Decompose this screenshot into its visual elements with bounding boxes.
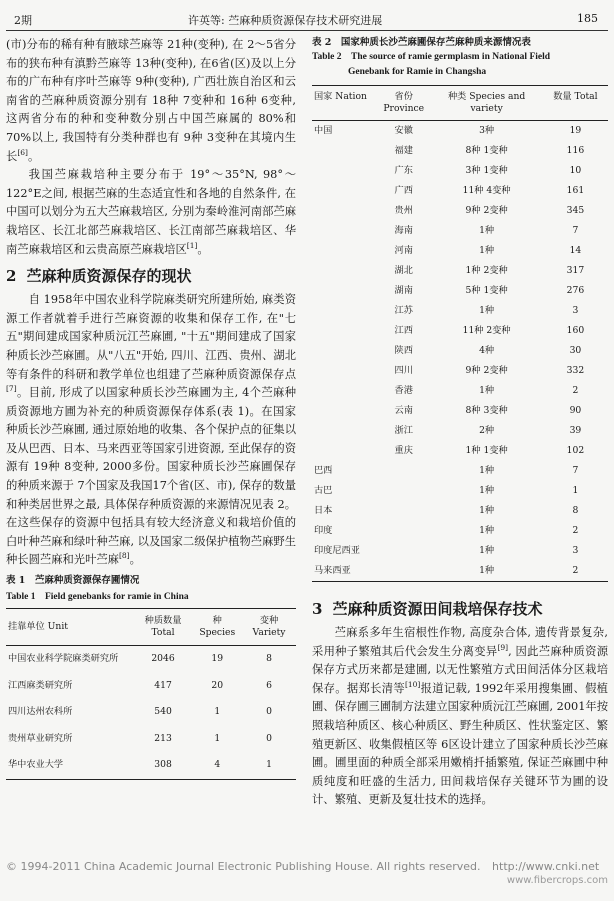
table2-block bbox=[312, 36, 608, 582]
cell-nation bbox=[312, 361, 377, 381]
table-row bbox=[312, 441, 608, 461]
cell-species-variety: 8种 3变种 bbox=[465, 405, 508, 416]
cell-species-variety: 3种 bbox=[479, 125, 495, 136]
table-row bbox=[312, 401, 608, 421]
table-row bbox=[312, 301, 608, 321]
copyright-footer bbox=[6, 860, 599, 873]
cell-total: 14 bbox=[569, 245, 582, 256]
table-row bbox=[312, 541, 608, 561]
cell-province: 福建 bbox=[394, 145, 413, 156]
cell-nation bbox=[312, 201, 377, 221]
cell-nation bbox=[312, 321, 377, 341]
table-row bbox=[312, 481, 608, 501]
table1-body bbox=[6, 646, 296, 780]
table-row bbox=[312, 181, 608, 201]
paragraph: 我国苎麻栽培种主要分布于 19°～35°N, 98°～122°E之间, 根据苎麻的生态适宜性和各地的自然条件, 在中国可以划分为五大苎麻栽培区, 分别为秦岭淮河南部苎麻栽培区、长江北部苎麻栽培区、长江南部苎麻栽培区、华南苎麻栽培区和云贵高原苎麻栽培区[1]。 bbox=[6, 168, 296, 256]
cell-total: 276 bbox=[566, 285, 585, 296]
table-row bbox=[6, 646, 296, 673]
header-rule bbox=[6, 30, 608, 31]
cell-species-variety: 1种 bbox=[479, 225, 495, 236]
page-number: 185 bbox=[577, 12, 598, 25]
paragraph-text: (市)分布的稀有种有腋球苎麻等 21种(变种), 在 2～5省分布的狭布种有滇黔苎麻等 13种(变种), 在6省(区)及以上分布的广布种有序叶苎麻等 9种(变种), 广西壮族自治区和云南省的苎麻种质资源分别有 18种 7变种和 16种 6变种, 这两省分布的种和变种数分别占中国苎麻属的 80%和 70%以上, 我国特有分类种群也有 9种 3变种在其境内生长 bbox=[6, 38, 296, 163]
copyright-text: © 1994-2011 China Academic Journal Electronic Publishing House. All rights reserved. bbox=[6, 860, 481, 873]
section-heading bbox=[6, 265, 296, 287]
cell-species-variety: 1种 bbox=[479, 465, 495, 476]
cell-total: 116 bbox=[566, 145, 585, 156]
paragraph-text: 自 1958年中国农业科学院麻类研究所建所始, 麻类资源工作者就着手进行苎麻资源的收集和保存工作, 在"七五"期间建成国家种质沅江苎麻圃, "十五"期间建成了国家种质长沙苎麻圃。从"八五"开始, 四川、江西、贵州、湖北等有条件的科研和教学单位也组建了苎麻种质资源保存点 bbox=[6, 293, 296, 381]
cell-species: 4 bbox=[192, 752, 242, 779]
table1-caption-en: Table 1 Field genebanks for ramie in China bbox=[6, 592, 189, 603]
cell-total: 213 bbox=[154, 732, 172, 744]
cell-species-variety: 1种 bbox=[479, 305, 495, 316]
cell-species-variety: 2种 bbox=[479, 425, 495, 436]
cell-province bbox=[377, 501, 430, 521]
cell-nation bbox=[312, 401, 377, 421]
cell-total: 8 bbox=[572, 505, 579, 516]
cell-total: 2 bbox=[572, 525, 579, 536]
cell-province: 湖南 bbox=[394, 285, 413, 296]
table2 bbox=[312, 85, 608, 582]
table-row bbox=[6, 699, 296, 726]
cell-species-variety: 11种 2变种 bbox=[462, 325, 511, 336]
cell-total: 102 bbox=[566, 445, 585, 456]
cell-total: 19 bbox=[569, 125, 582, 136]
table2-caption-cn: 表 2 国家种质长沙苎麻圃保存苎麻种质来源情况表 bbox=[312, 37, 531, 48]
citation[interactable]: [9] bbox=[497, 642, 509, 652]
table2-body bbox=[312, 121, 608, 582]
cell-species-variety: 1种 bbox=[479, 525, 495, 536]
cell-nation bbox=[312, 141, 377, 161]
table-row bbox=[312, 161, 608, 181]
citation[interactable]: [6] bbox=[17, 147, 28, 157]
watermark: www.fibercrops.com bbox=[506, 875, 608, 886]
cell-nation bbox=[312, 441, 377, 461]
cell-province: 安徽 bbox=[394, 125, 413, 136]
cell-variety: 8 bbox=[266, 653, 272, 665]
table-row bbox=[312, 341, 608, 361]
cell-species-variety: 1种 bbox=[430, 561, 542, 582]
section-title: 苎麻种质资源保存的现状 bbox=[26, 267, 192, 286]
cell-total: 317 bbox=[566, 265, 585, 276]
cell-nation: 印度尼西亚 bbox=[314, 545, 360, 556]
header-variety: 变种 Variety bbox=[242, 609, 296, 646]
header-total: 种质数量 Total bbox=[134, 609, 193, 646]
paragraph-text: 。 bbox=[129, 553, 141, 567]
cell-total: 30 bbox=[569, 345, 582, 356]
cell-species-variety: 4种 bbox=[479, 345, 495, 356]
cell-total: 2 bbox=[543, 561, 608, 582]
section-number: 2 bbox=[6, 267, 17, 286]
cell-species-variety: 1种 2变种 bbox=[465, 265, 508, 276]
cell-total: 1 bbox=[572, 485, 579, 496]
cell-species-variety: 1种 bbox=[479, 245, 495, 256]
cell-nation bbox=[312, 161, 377, 181]
cell-species-variety: 1种 bbox=[479, 485, 495, 496]
cell-total: 3 bbox=[572, 305, 579, 316]
cell-nation bbox=[312, 281, 377, 301]
right-column bbox=[312, 36, 608, 810]
cell-province: 海南 bbox=[394, 225, 413, 236]
header-species-variety: 种类 Species and variety bbox=[430, 86, 542, 121]
cell-species-variety: 1种 bbox=[479, 385, 495, 396]
cell-province bbox=[377, 561, 430, 582]
cell-total: 2 bbox=[572, 385, 579, 396]
cell-nation bbox=[312, 261, 377, 281]
cell-species-variety: 9种 2变种 bbox=[465, 365, 508, 376]
cell-variety: 0 bbox=[266, 706, 272, 718]
cell-nation bbox=[312, 221, 377, 241]
header-total: 数量 Total bbox=[543, 86, 608, 121]
header-nation: 国家 Nation bbox=[312, 86, 377, 121]
table1-caption-cn: 表 1 苎麻种质资源保存圃情况 bbox=[6, 575, 140, 587]
cell-province: 广东 bbox=[394, 165, 413, 176]
table-row bbox=[312, 281, 608, 301]
cell-total: 7 bbox=[572, 225, 579, 236]
running-title: 许英等: 苎麻种质资源保存技术研究进展 bbox=[188, 14, 383, 27]
header-species: 种 Species bbox=[192, 609, 242, 646]
cell-nation bbox=[312, 421, 377, 441]
cell-nation bbox=[312, 181, 377, 201]
cell-total: 332 bbox=[566, 365, 585, 376]
cell-total: 161 bbox=[566, 185, 585, 196]
cell-province: 陕西 bbox=[394, 345, 413, 356]
cell-province: 浙江 bbox=[394, 425, 413, 436]
issue-label: 2期 bbox=[14, 14, 32, 27]
cell-variety: 0 bbox=[266, 732, 272, 744]
cell-total: 540 bbox=[154, 706, 172, 718]
table2-caption-en-1: Table 2 The source of ramie germplasm in National Field bbox=[312, 52, 551, 62]
cell-nation bbox=[312, 241, 377, 261]
cell-unit: 中国农业科学院麻类研究所 bbox=[8, 653, 119, 665]
cell-nation: 古巴 bbox=[314, 485, 333, 496]
cnki-link[interactable]: http://www.cnki.net bbox=[492, 860, 600, 873]
left-column bbox=[6, 36, 296, 780]
cell-nation: 印度 bbox=[314, 525, 333, 536]
section-heading bbox=[312, 598, 608, 620]
cell-nation bbox=[312, 341, 377, 361]
table-row bbox=[312, 221, 608, 241]
cell-nation: 马来西亚 bbox=[312, 561, 377, 582]
cell-province: 云南 bbox=[394, 405, 413, 416]
cell-species-variety: 1种 bbox=[479, 545, 495, 556]
header-unit: 挂靠单位 Unit bbox=[6, 609, 134, 646]
cell-province: 江苏 bbox=[394, 305, 413, 316]
table-header-row bbox=[312, 86, 608, 121]
cell-total: 7 bbox=[572, 465, 579, 476]
cell-species-variety: 8种 1变种 bbox=[465, 145, 508, 156]
cell-total: 160 bbox=[566, 325, 585, 336]
table-row bbox=[6, 752, 296, 779]
paragraph-text: 我国苎麻栽培种主要分布于 19°～35°N, 98°～122°E之间, 根据苎麻的生态适宜性和各地的自然条件, 在中国可以划分为五大苎麻栽培区, 分别为秦岭淮河南部苎麻栽培区、长江北部苎麻栽培区、长江南部苎麻栽培区、华南苎麻栽培区和云贵高原苎麻栽培区 bbox=[6, 168, 296, 256]
cell-total: 90 bbox=[569, 405, 582, 416]
table-row bbox=[312, 201, 608, 221]
table-row bbox=[312, 561, 608, 582]
table-row bbox=[6, 726, 296, 753]
cell-total: 10 bbox=[569, 165, 582, 176]
cell-total: 3 bbox=[572, 545, 579, 556]
cell-species: 20 bbox=[211, 679, 224, 691]
table-row bbox=[312, 361, 608, 381]
cell-variety: 6 bbox=[266, 679, 272, 691]
cell-species: 1 bbox=[214, 706, 221, 718]
table-row bbox=[6, 673, 296, 700]
cell-total: 308 bbox=[134, 752, 193, 779]
table1-block bbox=[6, 574, 296, 780]
cell-province: 重庆 bbox=[394, 445, 413, 456]
cell-species-variety: 5种 1变种 bbox=[465, 285, 508, 296]
table-row bbox=[312, 121, 608, 142]
paragraph bbox=[6, 291, 296, 570]
paragraph bbox=[312, 624, 608, 810]
cell-province bbox=[377, 461, 430, 481]
running-header bbox=[0, 0, 614, 34]
cell-province: 河南 bbox=[394, 245, 413, 256]
cell-species: 1 bbox=[214, 732, 221, 744]
section-title: 苎麻种质资源田间栽培保存技术 bbox=[332, 600, 543, 618]
citation[interactable]: [10] bbox=[404, 680, 421, 690]
citation[interactable]: [7] bbox=[6, 384, 17, 394]
cell-province: 广西 bbox=[394, 185, 413, 196]
paragraph-text: , 因此苎麻种质资源保存方式历来都是建圃, 以无性繁殖方式田间活体分区栽培保存。据郑长清等 bbox=[312, 644, 608, 695]
cell-nation: 日本 bbox=[314, 505, 333, 516]
table2-caption-en-2: Genebank for Ramie in Changsha bbox=[348, 67, 487, 77]
table-row bbox=[312, 521, 608, 541]
cell-nation bbox=[312, 301, 377, 321]
cell-total: 39 bbox=[569, 425, 582, 436]
table-row bbox=[312, 261, 608, 281]
paragraph-text: 苎麻系多年生宿根性作物, 高度杂合体, 遗传背景复杂, 采用种子繁殖其后代会发生分离变异 bbox=[312, 626, 608, 658]
paragraph: (市)分布的稀有种有腋球苎麻等 21种(变种), 在 2～5省分布的狭布种有滇黔苎麻等 13种(变种), 在6省(区)及以上分布的广布种有序叶苎麻等 9种(变种), 广西壮族自治区和云南省的苎麻种质资源分别有 18种 7变种和 16种 6变种, 这两省分布的种和变种数分别占中国苎麻属的 80%和 70%以上, 我国特有分类种群也有 9种 3变种在其境内生长[6]。 bbox=[6, 38, 296, 163]
cell-total: 345 bbox=[566, 205, 585, 216]
cell-province: 湖北 bbox=[394, 265, 413, 276]
table-row bbox=[312, 501, 608, 521]
cell-nation: 巴西 bbox=[314, 465, 333, 476]
table-row bbox=[312, 241, 608, 261]
table-row bbox=[312, 141, 608, 161]
cell-nation: 中国 bbox=[314, 125, 333, 136]
table-row bbox=[312, 421, 608, 441]
cell-province bbox=[377, 521, 430, 541]
cell-unit: 华中农业大学 bbox=[6, 752, 134, 779]
cell-province bbox=[377, 541, 430, 561]
cell-province: 江西 bbox=[394, 325, 413, 336]
citation[interactable]: [1] bbox=[186, 240, 198, 250]
cell-unit: 贵州草业研究所 bbox=[8, 732, 73, 744]
cell-province bbox=[377, 481, 430, 501]
cell-unit: 江西麻类研究所 bbox=[8, 679, 73, 691]
header-province: 省份 Province bbox=[377, 86, 430, 121]
cell-species-variety: 1种 1变种 bbox=[465, 445, 508, 456]
cell-nation bbox=[312, 381, 377, 401]
table-header-row bbox=[6, 609, 296, 646]
cell-variety: 1 bbox=[242, 752, 296, 779]
cell-total: 417 bbox=[154, 679, 172, 691]
section-number: 3 bbox=[312, 600, 323, 618]
cell-species-variety: 9种 2变种 bbox=[465, 205, 508, 216]
table-row bbox=[312, 461, 608, 481]
table-row bbox=[312, 381, 608, 401]
table-row bbox=[312, 321, 608, 341]
paragraph-text: 报道记载, 1992年采用搜集圃、假植圃、保存圃三圃制方法建立国家种质沅江苎麻圃, 2001年按照栽培种质区、核心种质区、野生种质区、性状鉴定区、繁殖更新区、收集假植区等 6区设计建立了国家种质长沙苎麻圃。圃里面的种质全部采用嫩梢扦插繁殖, 保证苎麻圃中种质纯度和旺盛的生活力, 田间栽培保存关键环节为圃的设计、繁殖、更新及复壮技术的选择。 bbox=[312, 681, 608, 807]
cell-province: 香港 bbox=[394, 385, 413, 396]
cell-species-variety: 3种 1变种 bbox=[465, 165, 508, 176]
cell-unit: 四川达州农科所 bbox=[8, 706, 73, 718]
cell-species-variety: 1种 bbox=[479, 505, 495, 516]
cell-total: 2046 bbox=[151, 653, 175, 665]
table1 bbox=[6, 608, 296, 780]
cell-species-variety: 11种 4变种 bbox=[462, 185, 511, 196]
cell-province: 四川 bbox=[394, 365, 413, 376]
cell-province: 贵州 bbox=[394, 205, 413, 216]
citation[interactable]: [8] bbox=[118, 551, 130, 561]
paragraph-text: 。目前, 形成了以国家种质长沙苎麻圃为主, 4个苎麻种质资源地方圃为补充的种质资源保存体系(表 1)。在国家种质长沙苎麻圃, 通过原始地的收集、各个保护点的征集以及从巴西、日本、马来西亚等国家引进资源, 至此保存的资源有 19种 8变种, 2000多份。国家种质长沙苎麻圃保存的种质来源于 7个国家及我国17个省(区、市), 保存的数量和种类居世界之最, 具体保存种质资源的来源情况见表 2。在这些保存的资源中包括具有较大经济意义和栽培价值的白叶种苎麻和绿叶种苎麻, 以及国家二级保护植物苎麻野生种长圆苎麻和光叶苎麻 bbox=[6, 386, 296, 567]
cell-species: 19 bbox=[211, 653, 224, 665]
